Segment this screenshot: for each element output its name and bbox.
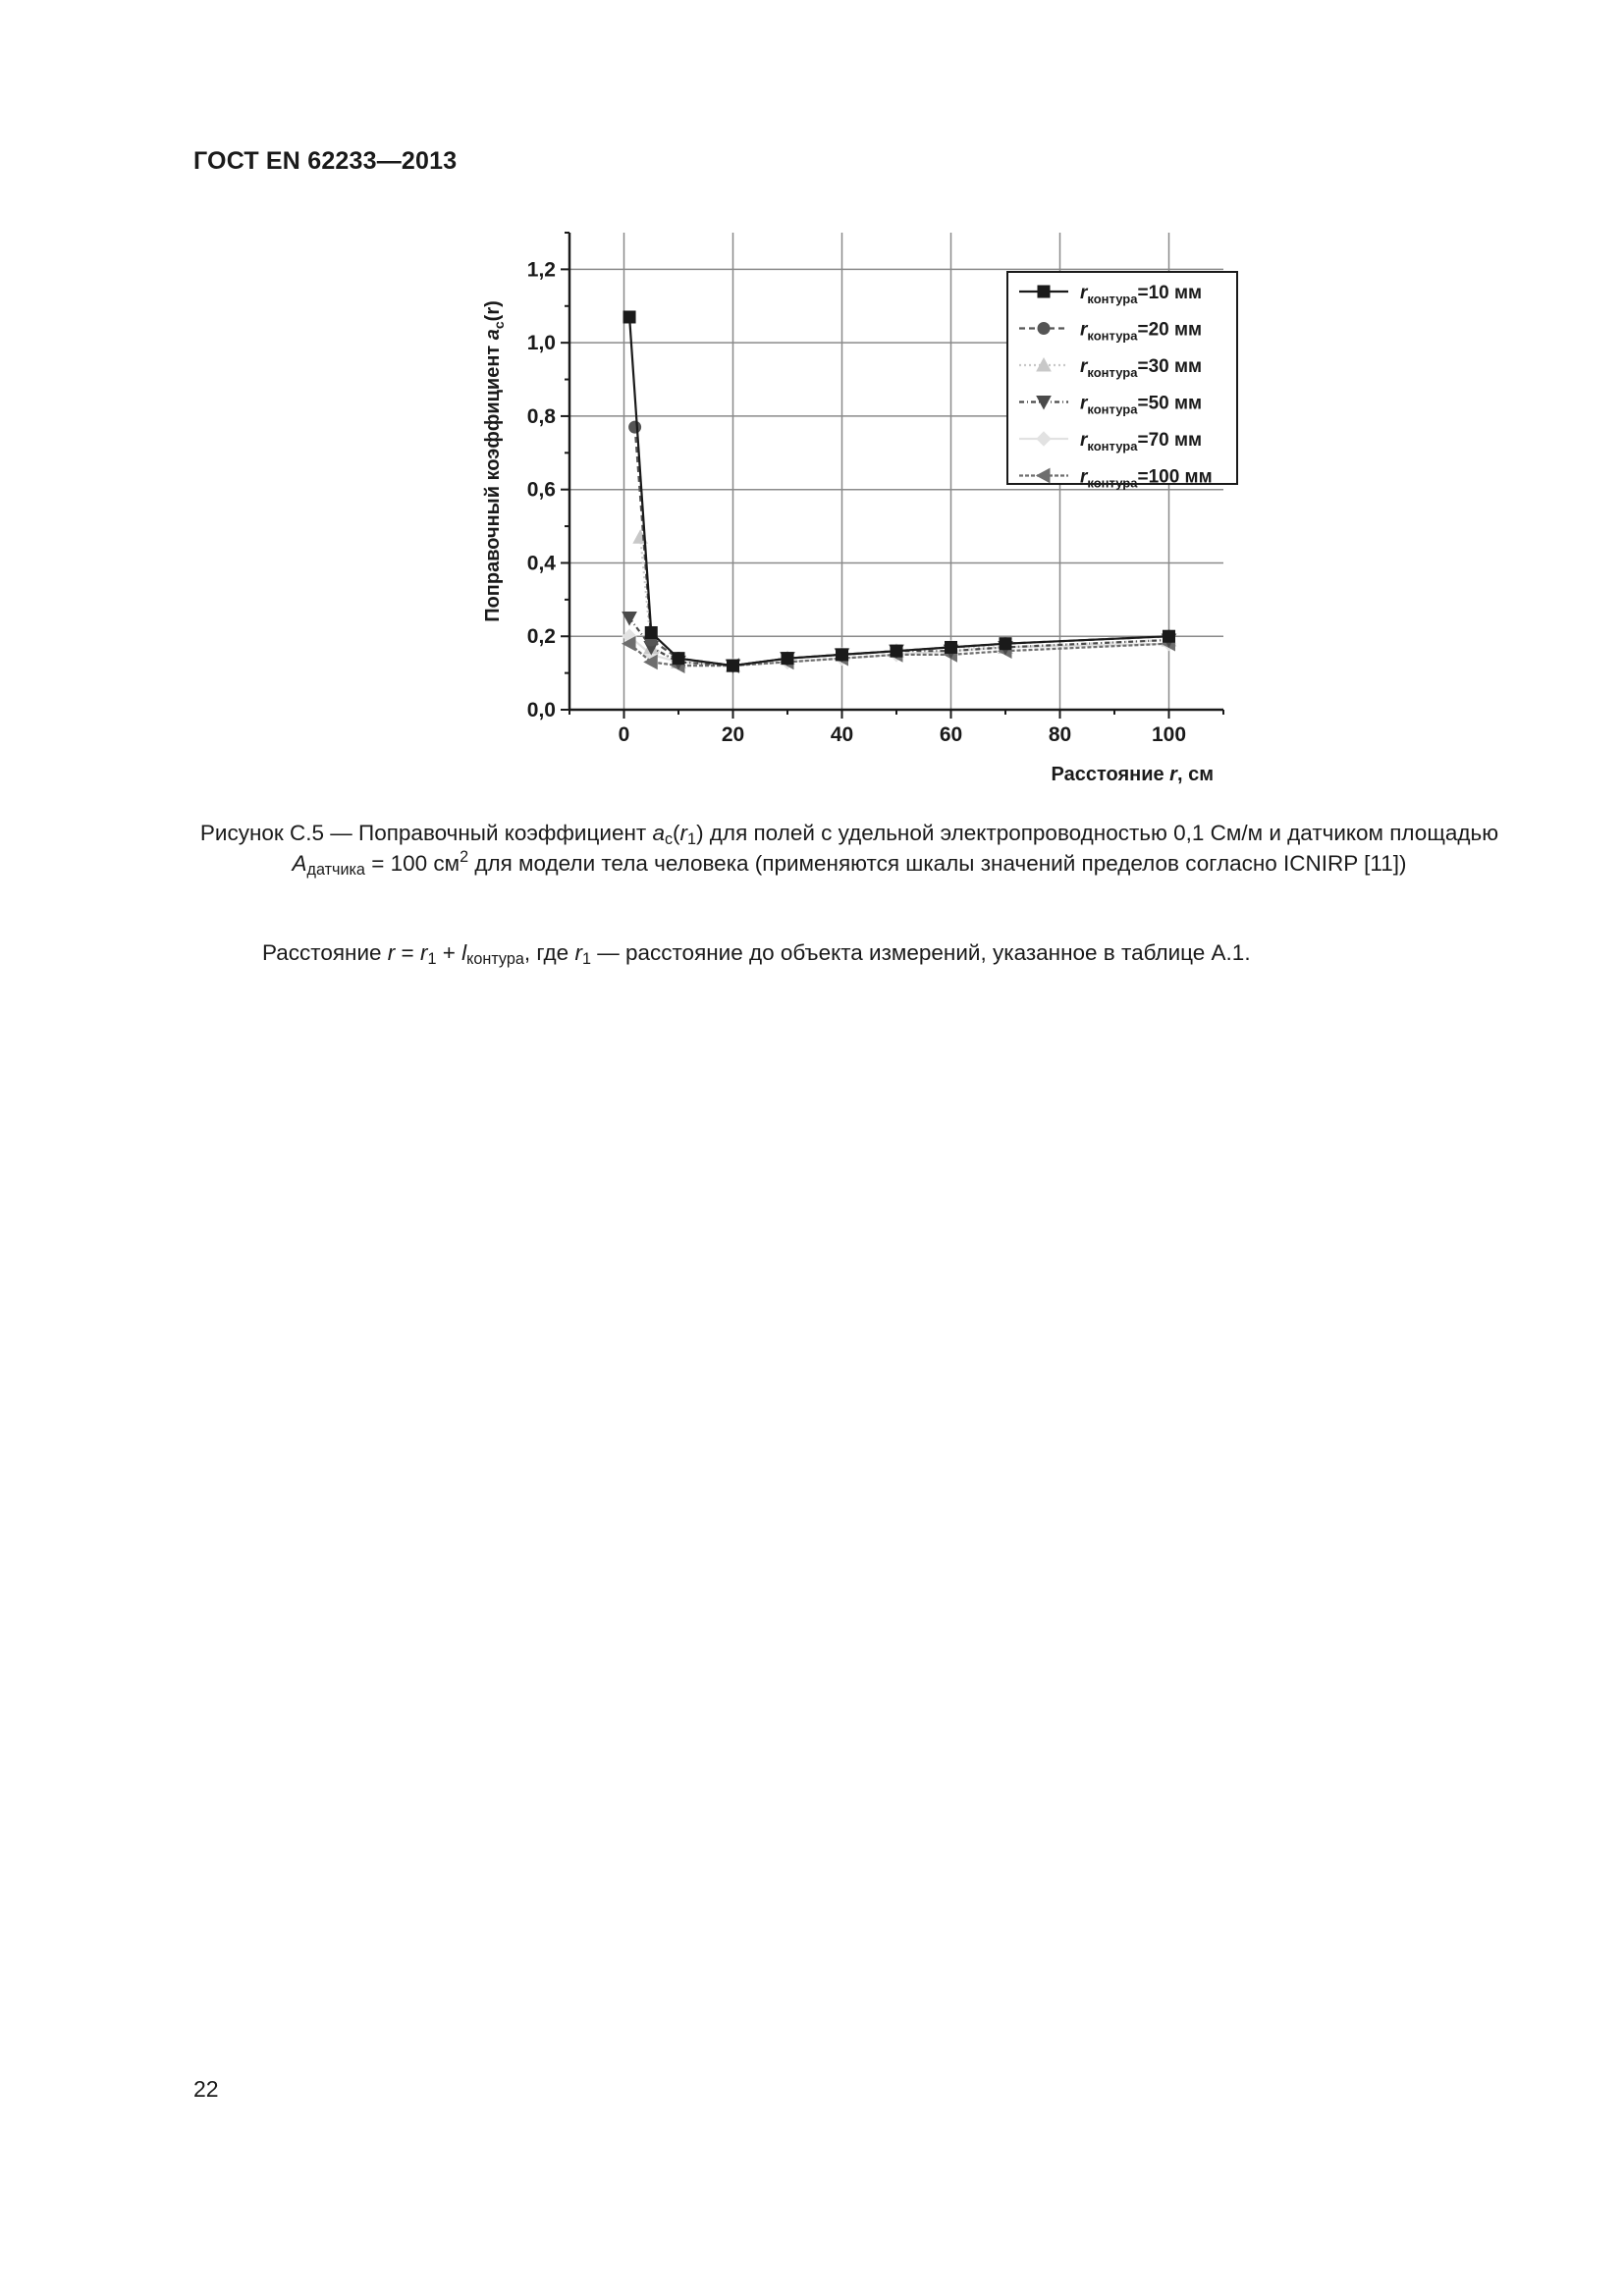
caption-sub-1: 1 bbox=[687, 830, 697, 849]
legend-label-sub: контура bbox=[1087, 401, 1138, 417]
y-tick-label: 1,2 bbox=[526, 258, 556, 282]
distance-note bbox=[262, 940, 1251, 969]
legend-sample-marker bbox=[1038, 323, 1050, 335]
legend-label-value: =70 мм bbox=[1137, 430, 1203, 451]
x-tick-label: 40 bbox=[830, 723, 854, 746]
legend-label-value: =50 мм bbox=[1137, 393, 1203, 414]
x-tick-label: 80 bbox=[1048, 723, 1072, 746]
chart-svg bbox=[461, 221, 1257, 800]
caption-sub-sensor: датчика bbox=[306, 861, 365, 880]
legend-label-var: r bbox=[1080, 356, 1088, 377]
note-sub-1: 1 bbox=[427, 950, 437, 969]
y-tick-label: 0,2 bbox=[526, 625, 556, 649]
legend-label-value: =20 мм bbox=[1137, 319, 1203, 341]
caption-text-1: Рисунок С.5 — Поправочный коэффициент bbox=[199, 821, 653, 845]
caption-text-2: ) для полей с удельной электропроводностью 0,1 См/м и датчиком площадью bbox=[696, 821, 1499, 845]
caption-var-A: A bbox=[292, 851, 307, 876]
y-tick-label: 1,0 bbox=[526, 332, 556, 355]
data-point bbox=[1164, 630, 1175, 642]
caption-var-a: a bbox=[652, 821, 665, 845]
note-var-l: l bbox=[461, 940, 467, 965]
note-text-3: — расстояние до объекта измерений, указанное в таблице А.1. bbox=[590, 940, 1251, 965]
data-point bbox=[837, 649, 848, 661]
data-point bbox=[782, 653, 793, 665]
legend-label-var: r bbox=[1080, 319, 1088, 341]
legend-label-var: r bbox=[1080, 466, 1088, 488]
legend-label-value: =10 мм bbox=[1137, 283, 1203, 303]
caption-paren-open: ( bbox=[673, 821, 680, 845]
data-point bbox=[728, 660, 739, 671]
x-tick-label: 60 bbox=[939, 723, 963, 746]
y-axis-label-var: a bbox=[482, 329, 504, 341]
data-point bbox=[623, 311, 635, 323]
y-tick-label: 0,6 bbox=[526, 478, 556, 502]
caption-sub-c: c bbox=[664, 830, 674, 849]
legend-label-var: r bbox=[1080, 430, 1088, 451]
legend-label-sub: контура bbox=[1087, 439, 1138, 454]
note-sub-contour: контура bbox=[466, 950, 524, 969]
data-point bbox=[645, 626, 657, 638]
x-tick-label: 0 bbox=[618, 723, 630, 746]
correction-factor-chart bbox=[461, 221, 1257, 800]
x-axis-label bbox=[1052, 764, 1214, 785]
legend-label-sub: контура bbox=[1087, 475, 1138, 491]
y-axis-label-sub: c bbox=[491, 321, 507, 330]
y-tick-label: 0,0 bbox=[526, 699, 556, 721]
caption-text-4: для модели тела человека (применяются шкалы значений пределов согласно ICNIRP [11]) bbox=[468, 851, 1407, 876]
chart-legend bbox=[1007, 272, 1237, 491]
x-axis-label-text: Расстояние bbox=[1051, 764, 1170, 785]
data-point bbox=[1000, 638, 1011, 650]
caption-text-3: = 100 см bbox=[364, 851, 460, 876]
legend-sample-marker bbox=[1038, 286, 1050, 297]
note-plus: + bbox=[436, 940, 462, 965]
y-tick-label: 0,4 bbox=[526, 552, 556, 575]
y-tick-label: 0,8 bbox=[526, 404, 556, 428]
legend-label-var: r bbox=[1080, 393, 1088, 414]
note-var-r1: r bbox=[419, 940, 428, 965]
legend-label-value: =30 мм bbox=[1137, 356, 1203, 377]
x-tick-label: 100 bbox=[1151, 723, 1187, 746]
caption-sup-2: 2 bbox=[460, 848, 469, 867]
document-header: ГОСТ EN 62233—2013 bbox=[193, 147, 458, 175]
data-point bbox=[629, 421, 641, 433]
note-text-1: Расстояние bbox=[262, 940, 388, 965]
note-text-2: , где bbox=[523, 940, 575, 965]
note-var-r: r bbox=[387, 940, 396, 965]
legend-label-sub: контура bbox=[1087, 365, 1138, 380]
y-axis-label bbox=[482, 300, 507, 622]
note-sub-1b: 1 bbox=[581, 950, 591, 969]
caption-var-r: r bbox=[679, 821, 688, 845]
x-tick-label: 20 bbox=[721, 723, 745, 746]
legend-label-var: r bbox=[1080, 283, 1088, 303]
data-point bbox=[946, 641, 957, 653]
note-eq: = bbox=[395, 940, 420, 965]
series-3 bbox=[623, 613, 1175, 673]
legend-label-sub: контура bbox=[1087, 292, 1138, 306]
x-axis-label-var: r bbox=[1169, 764, 1177, 785]
data-point bbox=[673, 653, 684, 665]
data-point bbox=[891, 645, 902, 657]
legend-label-value: =100 мм bbox=[1137, 466, 1213, 488]
y-axis-label-text: Поправочный коэффициент bbox=[482, 340, 504, 622]
x-axis-label-unit: , см bbox=[1176, 764, 1214, 785]
legend-label-sub: контура bbox=[1087, 328, 1138, 344]
note-var-r1b: r bbox=[574, 940, 582, 965]
figure-caption bbox=[196, 818, 1502, 879]
page-number: 22 bbox=[193, 2076, 219, 2102]
y-axis-label-arg: (r) bbox=[482, 300, 504, 322]
